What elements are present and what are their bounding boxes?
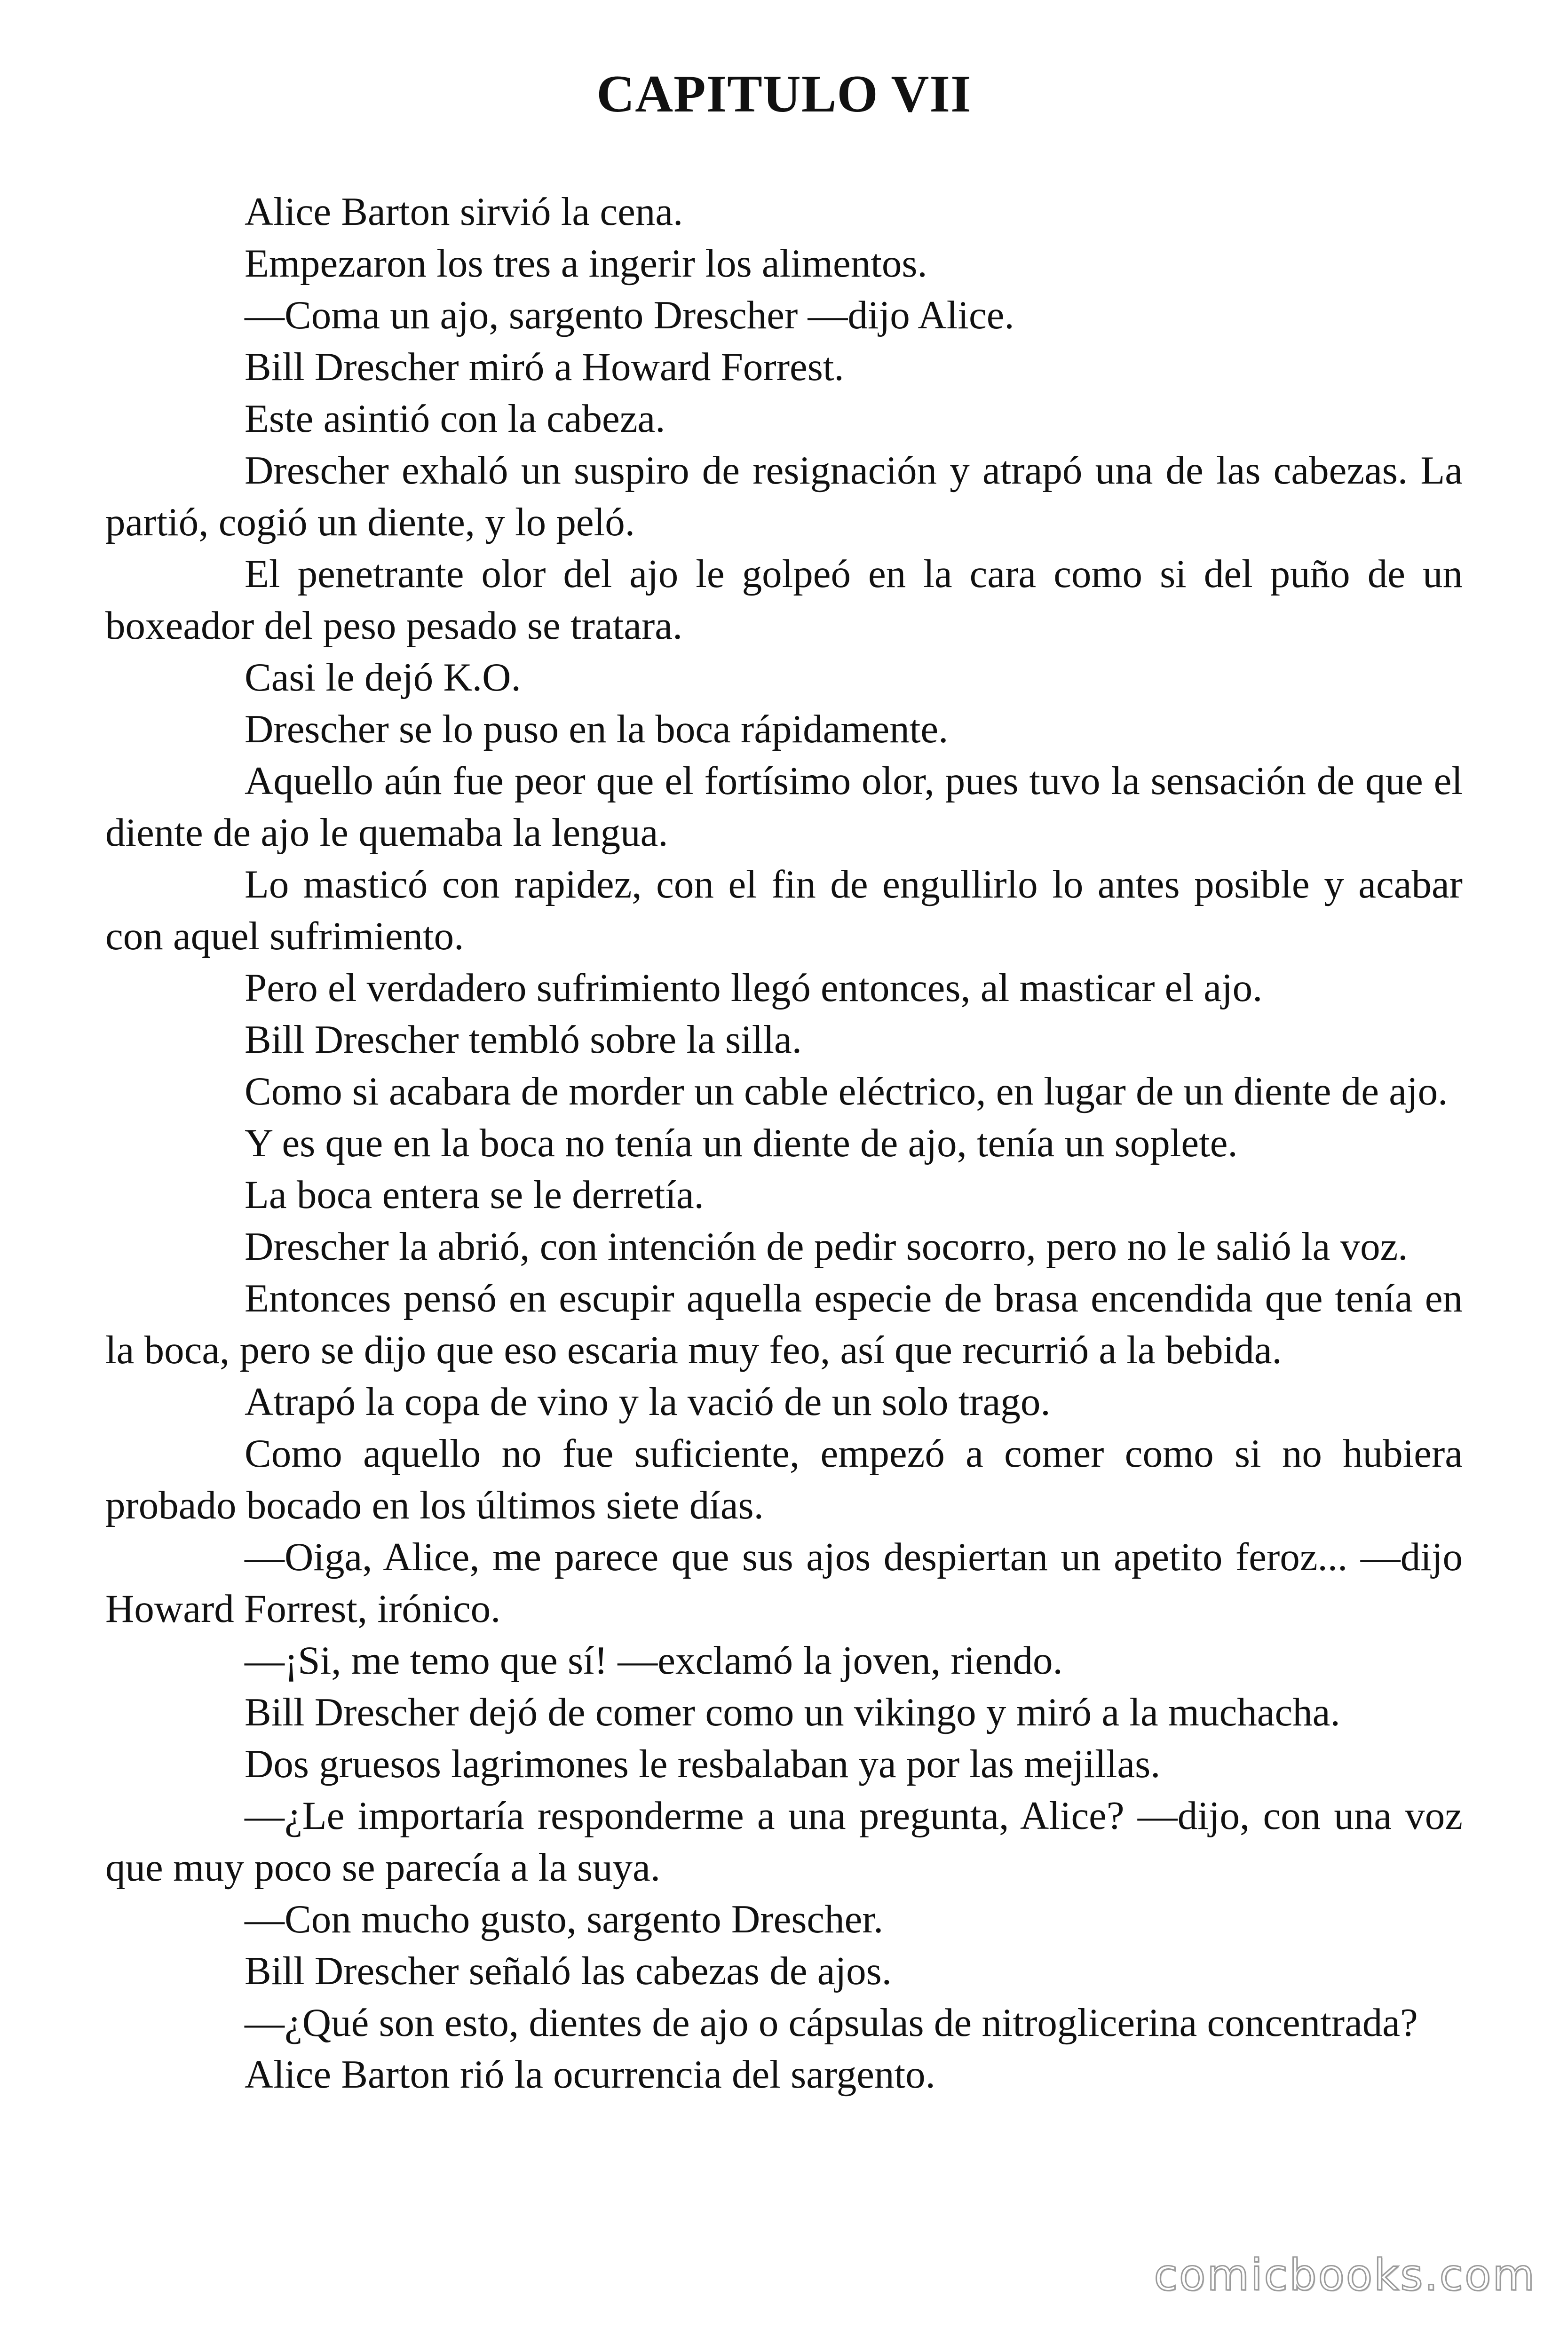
paragraph: Entonces pensó en escupir aquella especie de brasa encendida que tenía en la boca, pero se dijo que eso escaria muy feo, así que recurrió a la bebida. [105, 1276, 1463, 1372]
watermark: comicbooks.com [1154, 2250, 1536, 2300]
paragraph: Alice Barton sirvió la cena. [245, 190, 683, 234]
paragraph: —Coma un ajo, sargento Drescher —dijo Alice. [245, 293, 1014, 337]
paragraph: Aquello aún fue peor que el fortísimo olor, pues tuvo la sensación de que el diente de ajo le quemaba la lengua. [105, 759, 1463, 855]
paragraph: Atrapó la copa de vino y la vació de un solo trago. [245, 1380, 1051, 1424]
paragraph: Drescher se lo puso en la boca rápidamente. [245, 707, 949, 751]
paragraph: Alice Barton rió la ocurrencia del sargento. [245, 2052, 935, 2097]
paragraph: Drescher la abrió, con intención de pedir socorro, pero no le salió la voz. [245, 1224, 1408, 1269]
paragraph: Bill Drescher tembló sobre la silla. [245, 1017, 802, 1062]
paragraph: —¿Qué son esto, dientes de ajo o cápsulas de nitroglicerina concentrada? [245, 2001, 1418, 2045]
paragraph: Bill Drescher miró a Howard Forrest. [245, 345, 844, 389]
paragraph: Empezaron los tres a ingerir los alimentos. [245, 241, 927, 286]
paragraph: —¿Le importaría responderme a una pregunta, Alice? —dijo, con una voz que muy poco se parecía a la suya. [105, 1794, 1463, 1890]
paragraph: —Con mucho gusto, sargento Drescher. [245, 1897, 884, 1941]
chapter-body [105, 186, 1463, 2100]
paragraph: Pero el verdadero sufrimiento llegó entonces, al masticar el ajo. [245, 966, 1263, 1010]
paragraph: —Oiga, Alice, me parece que sus ajos despiertan un apetito feroz... —dijo Howard Forrest, irónico. [105, 1535, 1463, 1631]
paragraph: —¡Si, me temo que sí! —exclamó la joven, riendo. [245, 1638, 1063, 1683]
paragraph: Bill Drescher dejó de comer como un vikingo y miró a la muchacha. [245, 1690, 1340, 1734]
paragraph: Como aquello no fue suficiente, empezó a comer como si no hubiera probado bocado en los últimos siete días. [105, 1431, 1463, 1527]
paragraph: Lo masticó con rapidez, con el fin de engullirlo lo antes posible y acabar con aquel sufrimiento. [105, 862, 1463, 958]
chapter-title: CAPITULO VII [596, 65, 972, 123]
paragraph: Dos gruesos lagrimones le resbalaban ya por las mejillas. [245, 1742, 1161, 1786]
paragraph: Como si acabara de morder un cable eléctrico, en lugar de un diente de ajo. [245, 1069, 1448, 1113]
paragraph: La boca entera se le derretía. [245, 1173, 704, 1217]
paragraph: Drescher exhaló un suspiro de resignación y atrapó una de las cabezas. La partió, cogió un diente, y lo peló. [105, 448, 1463, 544]
paragraph: Casi le dejó K.O. [245, 655, 521, 699]
paragraph: Bill Drescher señaló las cabezas de ajos. [245, 1949, 892, 1993]
paragraph: Y es que en la boca no tenía un diente de ajo, tenía un soplete. [245, 1121, 1238, 1165]
paragraph: El penetrante olor del ajo le golpeó en la cara como si del puño de un boxeador del peso pesado se tratara. [105, 552, 1463, 648]
paragraph: Este asintió con la cabeza. [245, 397, 665, 441]
